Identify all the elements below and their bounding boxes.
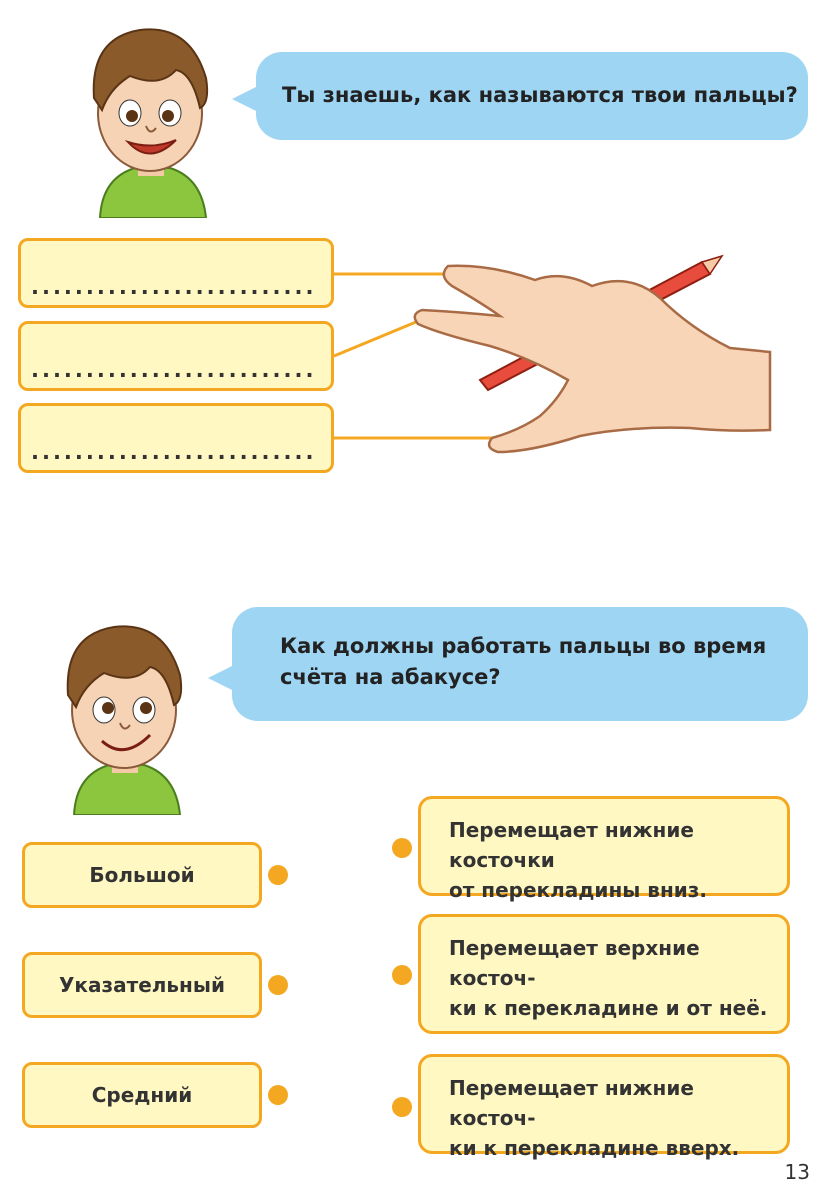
dotted-line: .......................... [31,275,317,299]
bubble-tail [232,86,258,112]
description-line: от перекладины вниз. [449,878,708,902]
finger-label-text: Средний [91,1083,193,1107]
match-dot-left-2[interactable] [268,975,288,995]
finger-label-text: Указательный [59,973,225,997]
answer-field-1[interactable] [18,238,334,308]
description-line: Перемещает нижние косточ- [449,1076,694,1130]
speech-bubble-2 [232,607,808,721]
question-2-line-1: Как должны работать пальцы во время [280,634,767,658]
question-2-line-2: счёта на абакусе? [280,665,501,689]
speech-bubble-1 [256,52,808,140]
description-line: Перемещает верхние косточ- [449,936,700,990]
finger-label-text: Большой [89,863,195,887]
description-line: ки к перекладине вверх. [449,1136,740,1160]
answer-field-3[interactable] [18,403,334,473]
boy-illustration-bottom [54,615,194,815]
match-dot-right-2[interactable] [392,965,412,985]
finger-label-middle[interactable] [22,1062,262,1128]
hand-illustration [330,240,800,480]
description-box-1 [418,796,790,902]
page-number: 13 [784,1160,810,1184]
match-dot-right-1[interactable] [392,838,412,858]
description-box-3 [418,1054,790,1160]
description-line: ки к перекладине и от неё. [449,996,768,1020]
dotted-line: .......................... [31,440,317,464]
question-1: Ты знаешь, как называются твои пальцы? [282,83,798,107]
description-box-2 [418,914,790,1034]
dotted-line: .......................... [31,358,317,382]
match-dot-left-1[interactable] [268,865,288,885]
bubble-tail [208,665,234,691]
description-line: Перемещает нижние косточки [449,818,694,872]
finger-label-thumb[interactable] [22,842,262,908]
answer-field-2[interactable] [18,321,334,391]
boy-illustration-top [80,18,220,218]
match-dot-right-3[interactable] [392,1097,412,1117]
finger-label-index[interactable] [22,952,262,1018]
connector-line-2 [334,322,416,356]
match-dot-left-3[interactable] [268,1085,288,1105]
